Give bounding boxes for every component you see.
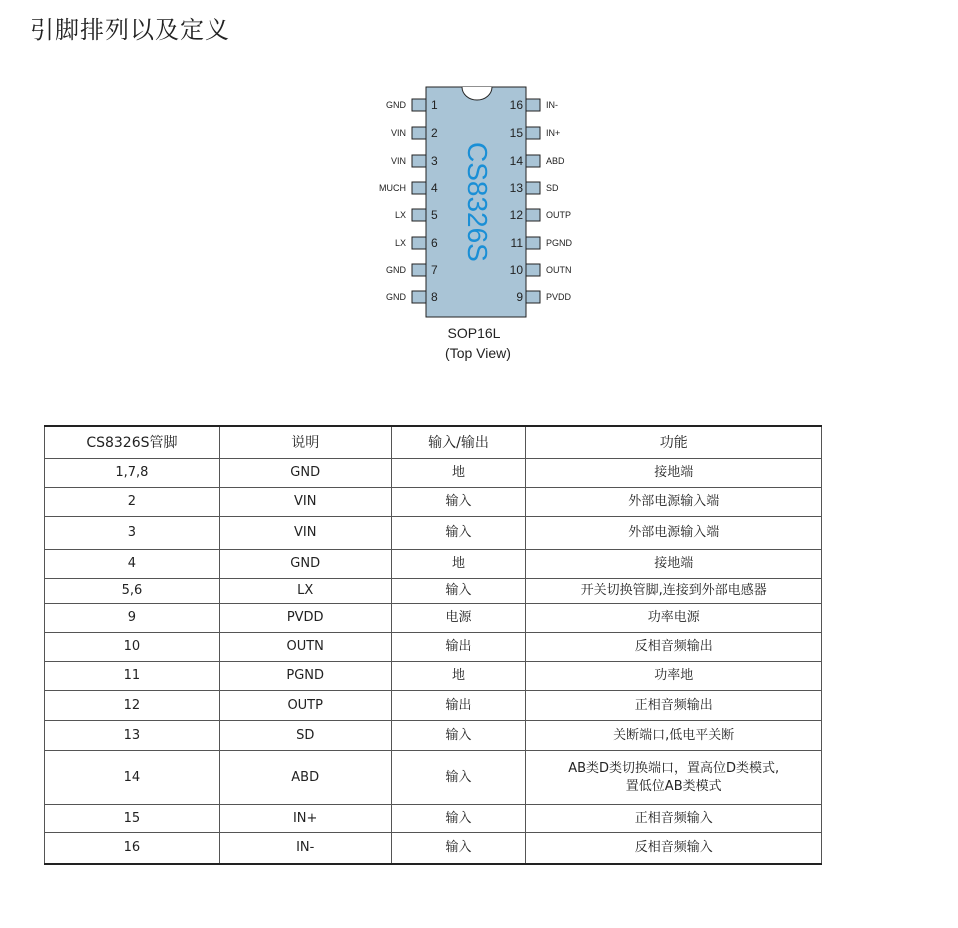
cell-desc: IN-	[219, 833, 391, 864]
cell-desc: SD	[219, 721, 391, 751]
pin-lead	[526, 291, 540, 303]
pin-name-label: MUCH	[379, 183, 406, 193]
cell-pin: 15	[45, 805, 220, 833]
cell-desc: GND	[219, 459, 391, 488]
pin-5	[395, 208, 438, 222]
function-line-2: 置低位AB类模式	[625, 778, 722, 794]
cell-desc: PVDD	[219, 604, 391, 633]
pin-lead	[412, 264, 426, 276]
cell-desc: GND	[219, 550, 391, 579]
table-row	[45, 604, 822, 633]
cell-io: 输入	[391, 751, 526, 805]
pin-14	[510, 154, 565, 168]
header-desc: 说明	[219, 426, 391, 459]
pin-name-label: LX	[394, 238, 406, 248]
pin-number-label: 2	[431, 126, 438, 140]
pin-lead	[526, 182, 540, 194]
pin-lead	[526, 237, 540, 249]
cell-io: 输入	[391, 579, 526, 604]
pin-number-label: 9	[516, 290, 523, 304]
pin-11	[511, 236, 573, 250]
cell-function: 接地端	[526, 550, 822, 579]
pin-number-label: 8	[431, 290, 438, 304]
cell-pin: 2	[45, 488, 220, 517]
table-body	[45, 459, 822, 864]
table-row	[45, 805, 822, 833]
cell-function: 接地端	[526, 459, 822, 488]
table-row	[45, 550, 822, 579]
chip-package	[426, 87, 526, 317]
pin-lead	[526, 209, 540, 221]
pin-lead	[412, 237, 426, 249]
cell-io: 电源	[391, 604, 526, 633]
cell-function: 反相音频输出	[526, 633, 822, 662]
table-row	[45, 662, 822, 691]
cell-desc: PGND	[219, 662, 391, 691]
pin-16	[510, 98, 558, 112]
cell-pin: 16	[45, 833, 220, 864]
cell-function: 正相音频输入	[526, 805, 822, 833]
pin-name-label: SD	[546, 183, 559, 193]
pin-number-label: 14	[509, 154, 523, 168]
pin-10	[510, 263, 572, 277]
cell-io: 地	[391, 550, 526, 579]
pin-2	[391, 126, 438, 140]
header-pin: CS8326S管脚	[45, 426, 220, 459]
pin-name-label: ABD	[546, 156, 565, 166]
view-label: (Top View)	[445, 345, 511, 361]
cell-function: 反相音频输入	[526, 833, 822, 864]
cell-io: 输入	[391, 805, 526, 833]
pin-1	[386, 98, 438, 112]
pin-name-label: OUTP	[546, 210, 572, 220]
pin-number-label: 10	[509, 263, 523, 277]
cell-pin: 4	[45, 550, 220, 579]
cell-io: 输出	[391, 633, 526, 662]
cell-io: 地	[391, 459, 526, 488]
pin-lead	[526, 155, 540, 167]
table-row	[45, 517, 822, 550]
cell-pin: 3	[45, 517, 220, 550]
pin-lead	[412, 99, 426, 111]
pin-number-label: 6	[431, 236, 438, 250]
pin-name-label: GND	[386, 292, 406, 302]
table-header-row	[45, 426, 822, 459]
pin-definition-table	[44, 425, 822, 865]
cell-function: 正相音频输出	[526, 691, 822, 721]
cell-function: 功率电源	[526, 604, 822, 633]
cell-function: 开关切换管脚,连接到外部电感器	[526, 579, 822, 604]
pin-lead	[526, 127, 540, 139]
cell-io: 地	[391, 662, 526, 691]
pin-number-label: 1	[431, 98, 438, 112]
pin-number-label: 5	[431, 208, 438, 222]
pin-number-label: 15	[509, 126, 523, 140]
table-row	[45, 459, 822, 488]
pin-lead	[526, 264, 540, 276]
cell-function: 外部电源输入端	[526, 517, 822, 550]
cell-pin: 12	[45, 691, 220, 721]
pin-number-label: 7	[431, 263, 438, 277]
pin-number-label: 3	[431, 154, 438, 168]
header-function: 功能	[526, 426, 822, 459]
cell-io: 输入	[391, 721, 526, 751]
table-row	[45, 691, 822, 721]
cell-io: 输出	[391, 691, 526, 721]
cell-io: 输入	[391, 833, 526, 864]
pin-lead	[412, 291, 426, 303]
cell-pin: 14	[45, 751, 220, 805]
pin-8	[386, 290, 438, 304]
pin-name-label: GND	[386, 265, 406, 275]
cell-desc: ABD	[219, 751, 391, 805]
cell-pin: 5,6	[45, 579, 220, 604]
pin-lead	[526, 99, 540, 111]
pin-number-label: 12	[509, 208, 523, 222]
table-row	[45, 833, 822, 864]
pin-3	[391, 154, 438, 168]
cell-function	[526, 751, 822, 805]
table-row	[45, 721, 822, 751]
pin-lead	[412, 209, 426, 221]
pin-name-label: VIN	[390, 128, 406, 138]
pinout-diagram	[0, 0, 958, 380]
cell-desc: LX	[219, 579, 391, 604]
pin-name-label: GND	[386, 100, 406, 110]
cell-pin: 1,7,8	[45, 459, 220, 488]
chip-name-label: CS8326S	[462, 142, 493, 262]
cell-desc: OUTP	[219, 691, 391, 721]
cell-desc: VIN	[219, 488, 391, 517]
pin-lead	[412, 155, 426, 167]
pin-number-label: 4	[431, 181, 438, 195]
pin-number-label: 13	[509, 181, 523, 195]
cell-io: 输入	[391, 488, 526, 517]
pin-name-label: PGND	[546, 238, 573, 248]
cell-desc: VIN	[219, 517, 391, 550]
cell-pin: 9	[45, 604, 220, 633]
pin-lead	[412, 127, 426, 139]
pin-15	[510, 126, 561, 140]
pin-name-label: OUTN	[546, 265, 572, 275]
cell-pin: 13	[45, 721, 220, 751]
pin-6	[395, 236, 438, 250]
pin-name-label: PVDD	[546, 292, 572, 302]
table-row	[45, 488, 822, 517]
pin-7	[386, 263, 438, 277]
cell-desc: OUTN	[219, 633, 391, 662]
table-row	[45, 633, 822, 662]
pin-12	[510, 208, 571, 222]
cell-io: 输入	[391, 517, 526, 550]
cell-pin: 10	[45, 633, 220, 662]
table-row	[45, 579, 822, 604]
pin-name-label: VIN	[390, 156, 406, 166]
header-io: 输入/输出	[391, 426, 526, 459]
cell-desc: IN+	[219, 805, 391, 833]
function-line-1: AB类D类切换端口，置高位D类模式,	[568, 760, 780, 776]
pin-number-label: 16	[509, 98, 523, 112]
package-label: SOP16L	[447, 325, 501, 341]
pin-name-label: IN+	[546, 128, 561, 138]
pin-13	[510, 181, 559, 195]
cell-pin: 11	[45, 662, 220, 691]
cell-function: 功率地	[526, 662, 822, 691]
pin-lead	[412, 182, 426, 194]
pin-name-label: IN-	[546, 100, 558, 110]
cell-function: 关断端口,低电平关断	[526, 721, 822, 751]
pin-name-label: LX	[394, 210, 406, 220]
cell-function: 外部电源输入端	[526, 488, 822, 517]
table-row	[45, 751, 822, 805]
page-title: 引脚排列以及定义	[30, 16, 230, 44]
pin-number-label: 11	[510, 236, 523, 250]
